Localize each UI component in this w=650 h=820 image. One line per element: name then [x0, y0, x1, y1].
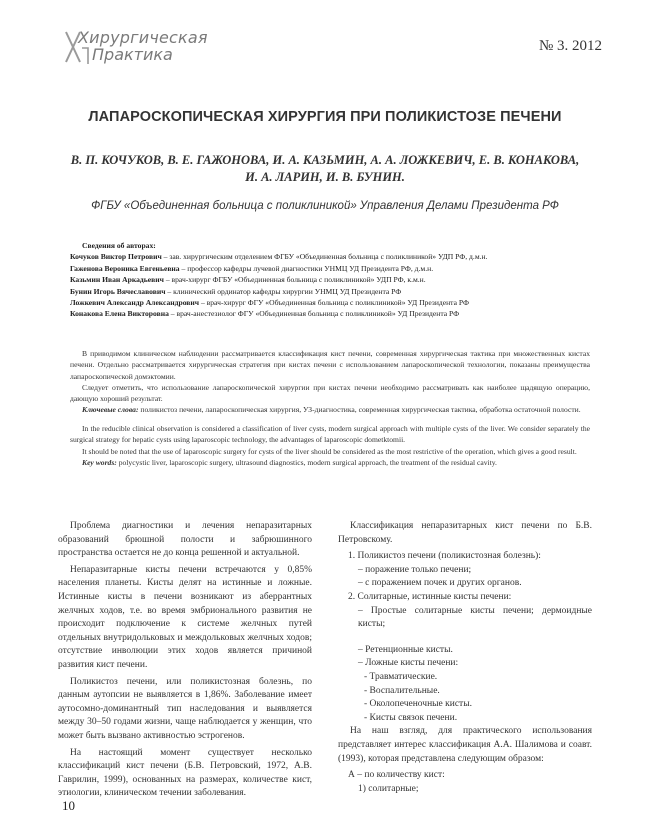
author-name: Кочуков Виктор Петрович: [70, 252, 162, 262]
list-item: – Ложные кисты печени:: [358, 658, 459, 669]
author-info: [70, 240, 590, 320]
author-row: [70, 251, 590, 262]
authors-line-1: В. П. КОЧУКОВ, В. Е. ГАЖОНОВА, И. А. КАЗЬМИН, А. А. ЛОЖКЕВИЧ, Е. В. КОНАКОВА,: [70, 153, 580, 167]
author-desc: – врач-хирург ФГУ «Объединенная больница с поликлиникой» УД Президента РФ: [199, 298, 469, 308]
keywords-text: поликистоз печени, лапароскопическая хирургия, УЗ-диагностика, современная хирургическая тактика, обработка остаточной полости.: [138, 405, 581, 415]
author-name: Бунин Игорь Вячеславович: [70, 286, 166, 296]
author-name: Казьмин Иван Аркадьевич: [70, 275, 164, 285]
page-number: 10: [62, 798, 75, 813]
author-desc: – профессор кафедры лучевой диагностики УНМЦ УД Президента РФ, д.м.н.: [179, 263, 434, 273]
abstract-ru-keywords: [70, 404, 590, 415]
list-item: – Ретенционные кисты.: [358, 644, 453, 655]
classification-paragraph: На наш взгляд, для практического использования представляет интерес классификация А.А. Шалимова и соавт. (1993), которая представлена следующим образом:: [338, 726, 592, 764]
author-row: [70, 297, 590, 308]
list-item: – поражение только печени;: [358, 564, 472, 575]
list-item: 1) солитарные;: [358, 783, 419, 794]
list-item: 1. Поликистоз печени (поликистозная болезнь):: [348, 551, 541, 562]
abstract-en-p2: It should be noted that the use of laparoscopic surgery for cysts of the liver should be considered as the most restrictive of the operation, which gives a good result.: [82, 446, 577, 456]
list-item: - Травматические.: [364, 671, 438, 682]
body-paragraph: Непаразитарные кисты печени встречаются у 0,85% населения планеты. Кисты делят на истинные и ложные. Истинные кисты в печени возникают из аберрантных желчных ходов, т.е. во время эмбрионального развития не происходит подключение к системе желчных путей отдельных внутридольковых и междольковых желчных ходов; отсутствие инволюции этих ходов является причиной развития кист печени.: [58, 564, 312, 670]
author-desc: – зав. хирургическим отделением ФГБУ «Объединенная больница с поликлиникой» УДП РФ, д.м.н.: [161, 252, 488, 262]
body-paragraph: Поликистоз печени, или поликистозная болезнь, по данным аутопсии не выявляется в 1,86%. Заболевание имеет аутосомно-доминантный тип наследования и выявляется между 30–50 годами жизни, чаще наблюдается у женщин, что может быть вызвано активностью эстрогенов.: [58, 676, 312, 741]
abstract-en-p1: In the reducible clinical observation is considered a classification of liver cysts, modern surgical approach with multiple cysts of the liver. We consider separately the surgical strategy for hepatic cysts using laparoscopic technology, the advantages of laparoscopic dometktomii.: [70, 424, 590, 445]
body-left-column: [58, 520, 312, 804]
list-item: - Воспалительные.: [364, 685, 440, 696]
organization: ФГБУ «Объединенная больница с поликлиникой» Управления Делами Президента РФ: [91, 200, 559, 212]
body-paragraph: На настоящий момент существует несколько классификаций кист печени (Б.В. Петровский, 1972, А.В. Гаврилин, 1999), основанных на размерах, количестве кист, этиологии, клиническом течении заболевания.: [58, 747, 312, 799]
list-item: - Околопеченочные кисты.: [364, 699, 472, 710]
logo-line-1: Хирургическая: [78, 28, 208, 47]
abstract-en: [70, 423, 590, 468]
author-row: [70, 263, 590, 274]
author-name: Ложкевич Александр Александрович: [70, 298, 200, 308]
keywords-text: polycystic liver, laparoscopic surgery, ultrasound diagnostics, modern surgical approach, the treatment of the residual cavity.: [116, 457, 497, 467]
author-row: [70, 286, 590, 297]
keywords-label: Key words:: [82, 457, 117, 467]
authors: [70, 152, 580, 186]
issue-number: № 3. 2012: [538, 38, 602, 54]
journal-logo: [62, 28, 212, 73]
logo-line-2: Практика: [92, 45, 173, 64]
author-name: Гаженова Вероника Евгеньевна: [70, 263, 180, 273]
list-item: - Кисты связок печени.: [364, 712, 458, 723]
keywords-label: Ключевые слова:: [82, 405, 139, 415]
author-desc: – врач-хирург ФГБУ «Объединенная больница с поликлиникой» УДП РФ, к.м.н.: [163, 275, 426, 285]
author-row: [70, 274, 590, 285]
author-info-heading: Сведения об авторах:: [82, 241, 156, 250]
author-desc: – врач-анестезиолог ФГУ «Объединенная больница с поликлиникой» УД Президента РФ: [168, 309, 460, 319]
abstract-ru: [70, 348, 590, 416]
article-title: ЛАПАРОСКОПИЧЕСКАЯ ХИРУРГИЯ ПРИ ПОЛИКИСТОЗЕ ПЕЧЕНИ: [88, 109, 562, 125]
list-item: 2. Солитарные, истинные кисты печени:: [348, 591, 512, 602]
body-paragraph: Проблема диагностики и лечения непаразитарных образований брюшной полости и забрюшинного пространства остается не до конца решенной и актуальной.: [58, 521, 312, 559]
abstract-ru-p1: В приводимом клиническом наблюдении рассматривается классификация кист печени, современная хирургическая тактика при множественных кистах печени. Отдельно рассматривается хирургическая стратегия при кистах печени с использованием лапароскопической технологии, показаны преимущества лапароскопической домэктомии.: [70, 349, 590, 381]
authors-line-2: И. А. ЛАРИН, И. В. БУНИН.: [245, 170, 405, 184]
abstract-ru-p2: Следует отметить, что использование лапароскопической хирургии при кистах печени необходимо рассматривать как наиболее щадящую операцию, дающую хороший результат.: [70, 382, 590, 404]
abstract-en-keywords: [70, 457, 590, 468]
list-item: – с поражением почек и других органов.: [358, 578, 522, 589]
author-name: Конакова Елена Викторовна: [70, 309, 169, 319]
list-item: А – по количеству кист:: [348, 770, 445, 781]
classification-intro: Классификация непаразитарных кист печени по Б.В. Петровскому.: [338, 521, 592, 545]
author-desc: – клинический ординатор кафедры хирургии УНМЦ УД Президента РФ: [165, 286, 402, 296]
body-right-column: [338, 520, 592, 796]
list-item: – Простые солитарные кисты печени; дермоидные кисты;: [358, 605, 592, 630]
author-row: [70, 308, 590, 319]
